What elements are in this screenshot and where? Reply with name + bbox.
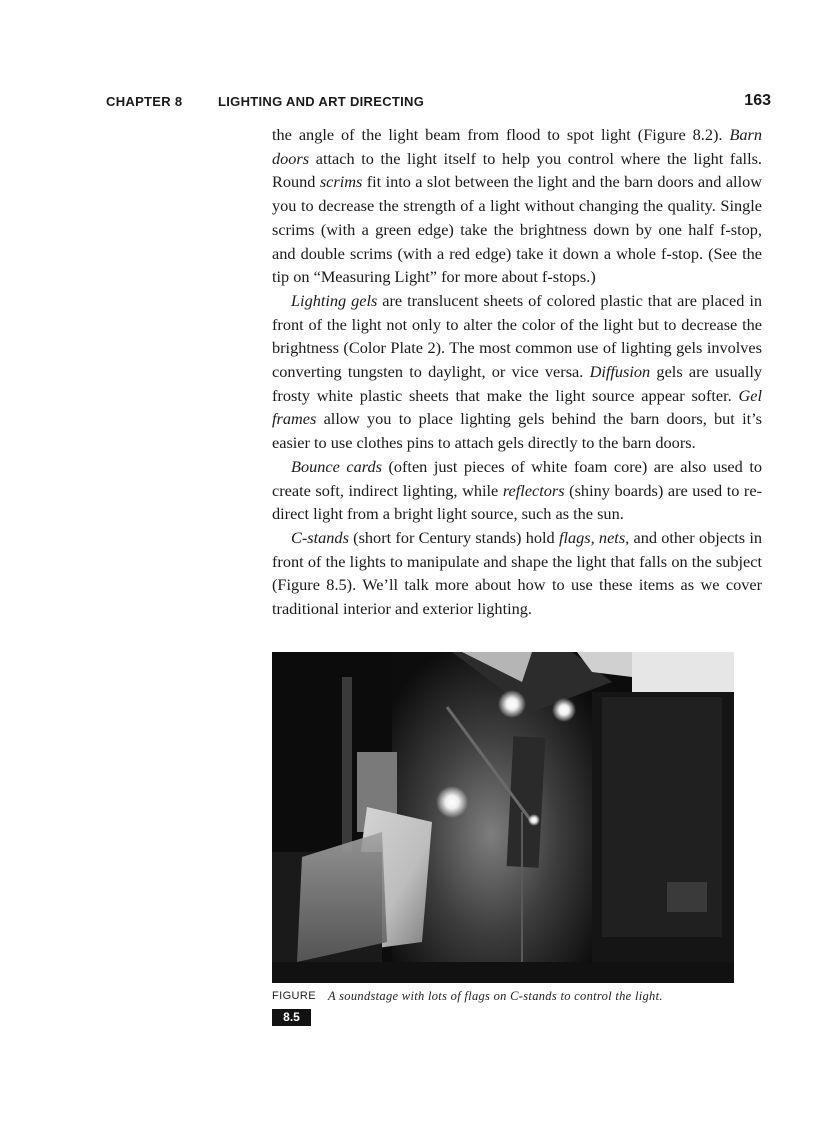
italic-term: Lighting gels bbox=[291, 290, 378, 310]
running-head bbox=[106, 92, 771, 114]
figure-label: FIGURE bbox=[272, 990, 316, 1002]
italic-term: Gel frames bbox=[272, 385, 762, 429]
text-run: (short for Century stands) hold bbox=[348, 527, 559, 547]
italic-term: Bounce cards bbox=[291, 456, 382, 476]
italic-term: flags, nets, bbox=[558, 527, 630, 547]
paragraph bbox=[272, 123, 762, 289]
text-run: allow you to place lighting gels behind the barn doors, but it’s easier to use clothes pins to attach gels directly to the barn doors. bbox=[272, 409, 762, 453]
italic-term: reflectors bbox=[502, 480, 565, 500]
text-run: (often just pieces of white foam core) are also used to create soft, indirect lighting, while bbox=[272, 456, 762, 500]
italic-term: Diffusion bbox=[589, 362, 651, 382]
chapter-title: LIGHTING AND ART DIRECTING bbox=[218, 94, 425, 109]
paragraph bbox=[272, 455, 762, 526]
italic-term: Barn doors bbox=[272, 125, 762, 168]
text-run: (shiny boards) are used to re-direct light from a bright light source, such as the sun. bbox=[272, 480, 762, 524]
body-text bbox=[272, 123, 762, 621]
text-run: and other objects in front of the lights to manipulate and shape the light that falls on the subject (Figure 8.5). We’ll talk more about how to use these items as we cover traditional interior and exterior lighting. bbox=[272, 527, 762, 619]
text-run: attach to the light itself to help you control where the light falls. Round bbox=[272, 148, 762, 192]
paragraph bbox=[272, 526, 762, 621]
text-run: gels are usually frosty white plastic sheets that make the light source appear softer. bbox=[272, 362, 763, 405]
soundstage-photo bbox=[272, 652, 734, 983]
paragraph bbox=[272, 289, 762, 455]
figure-caption: A soundstage with lots of flags on C-stands to control the light. bbox=[328, 989, 663, 1003]
italic-term: scrims bbox=[319, 172, 363, 192]
text-run: fit into a slot between the light and the barn doors and allow you to decrease the strength of a light without changing the quality. Single scrims (with a green edge) take the brightness down by one half f-stop, and double scrims (with a red edge) take it down a whole f-stop. (See the tip on “Measuring Light” for more about f-stops.) bbox=[272, 172, 762, 287]
italic-term: C-stands bbox=[291, 527, 349, 547]
text-run: are translucent sheets of colored plastic that are placed in front of the light not only to alter the color of the light but to decrease the brightness (Color Plate 2). The most common use of lighting gels involves converting tungsten to daylight, or vice versa. bbox=[272, 290, 762, 382]
figure-number: 8.5 bbox=[272, 1009, 311, 1026]
text-run: the angle of the light beam from flood to spot light (Figure 8.2). bbox=[272, 125, 730, 144]
page-number: 163 bbox=[744, 92, 771, 109]
chapter-label: CHAPTER 8 bbox=[106, 94, 183, 109]
